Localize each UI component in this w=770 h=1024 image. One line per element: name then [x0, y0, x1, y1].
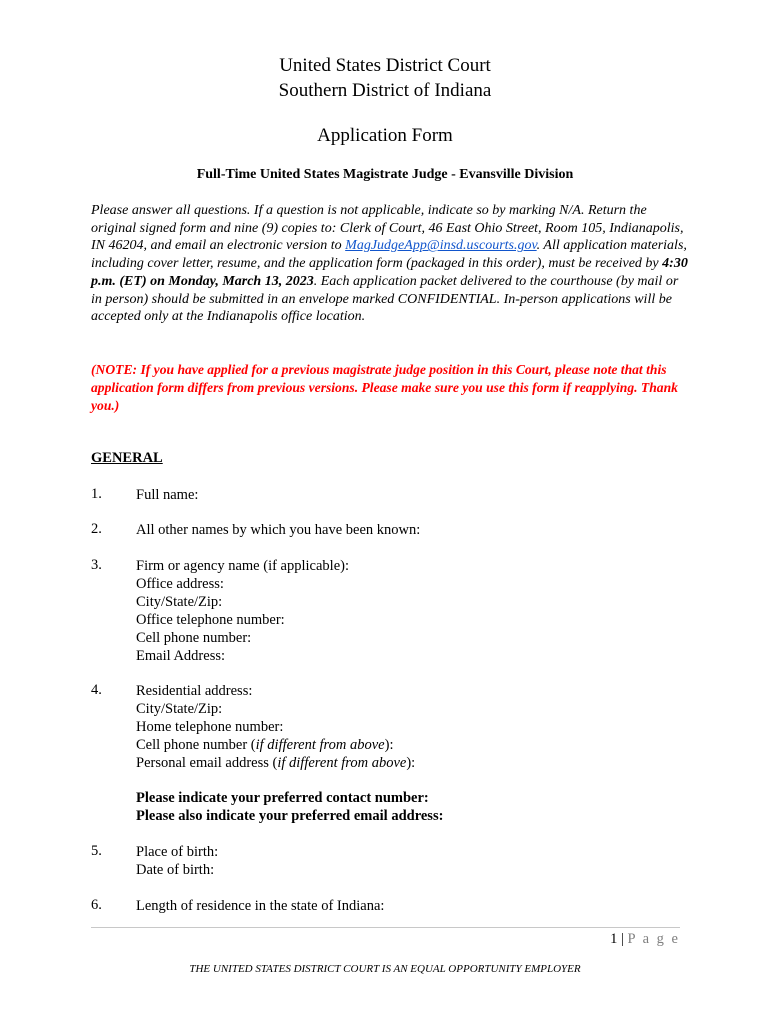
- question-1: [136, 486, 198, 504]
- question-3: [136, 557, 349, 665]
- question-6: [136, 897, 384, 915]
- question-5: [136, 843, 218, 879]
- instructions-text-2: . All application materials, including cover letter, resume, and the application form (packaged in this order), must be received by: [91, 238, 687, 272]
- question-number: 1.: [91, 486, 102, 502]
- page-number: 1 | P a g e: [610, 931, 680, 947]
- office-telephone-label: Office telephone number:: [136, 612, 285, 628]
- section-title-general: GENERAL: [91, 450, 163, 466]
- instructions-text-1: Please answer all questions. If a question is not applicable, indicate so by marking N/A. Return the original signed form and nine (9) copies to: Clerk of Court, 46 East Ohio Street, Room 105, Indianapolis, IN 46204, and email an electronic version to: [91, 203, 684, 254]
- form-title: Application Form: [317, 125, 453, 146]
- equal-opportunity-footer: THE UNITED STATES DISTRICT COURT IS AN EQUAL OPPORTUNITY EMPLOYER: [189, 963, 581, 975]
- office-city-state-zip-label: City/State/Zip:: [136, 594, 223, 610]
- page-number-value: 1: [610, 931, 618, 947]
- residential-address-label: Residential address:: [136, 683, 253, 699]
- home-telephone-label: Home telephone number:: [136, 719, 284, 735]
- deadline-text: 4:30 p.m. (ET) on Monday, March 13, 2023: [91, 256, 688, 289]
- full-name-label: Full name:: [136, 487, 199, 503]
- instructions-paragraph: [91, 202, 691, 326]
- preferred-email-label: Please also indicate your preferred email address:: [136, 808, 444, 824]
- page-label: P a g e: [627, 931, 680, 947]
- question-number: 4.: [91, 682, 102, 698]
- email-link[interactable]: MagJudgeApp@insd.uscourts.gov: [345, 238, 537, 254]
- instructions-text-3: . Each application packet delivered to the courthouse (by mail or in person) should be submitted in an envelope marked CONFIDENTIAL. In-person applications will be accepted only at the Indianapolis office location.: [91, 273, 679, 325]
- office-address-label: Office address:: [136, 576, 224, 592]
- date-of-birth-label: Date of birth:: [136, 862, 215, 878]
- residential-city-state-zip-label: City/State/Zip:: [136, 701, 223, 717]
- preferred-contact-label: Please indicate your preferred contact number:: [136, 790, 429, 806]
- court-name-line2: Southern District of Indiana: [278, 80, 492, 101]
- personal-cell-phone-label: Cell phone number (if different from above):: [136, 737, 394, 753]
- question-number: 6.: [91, 897, 102, 913]
- office-cell-phone-label: Cell phone number:: [136, 630, 252, 646]
- personal-email-label: Personal email address (if different from above):: [136, 755, 416, 771]
- place-of-birth-label: Place of birth:: [136, 844, 219, 860]
- reapply-note: (NOTE: If you have applied for a previous magistrate judge position in this Court, please note that this application form differs from previous versions. Please make sure you use this form if reapplying. Thank you.): [91, 362, 678, 413]
- residence-length-label: Length of residence in the state of Indiana:: [136, 898, 385, 914]
- question-2: [136, 521, 420, 539]
- other-names-label: All other names by which you have been known:: [136, 522, 421, 538]
- question-number: 3.: [91, 557, 102, 573]
- court-name-line1: United States District Court: [279, 55, 491, 76]
- question-number: 5.: [91, 843, 102, 859]
- footer-divider: [91, 927, 680, 928]
- form-subtitle: Full-Time United States Magistrate Judge - Evansville Division: [196, 167, 574, 182]
- firm-name-label: Firm or agency name (if applicable):: [136, 558, 349, 574]
- office-email-label: Email Address:: [136, 648, 226, 664]
- question-number: 2.: [91, 521, 102, 537]
- preferred-contact-block: [136, 789, 443, 825]
- question-4: [136, 682, 415, 772]
